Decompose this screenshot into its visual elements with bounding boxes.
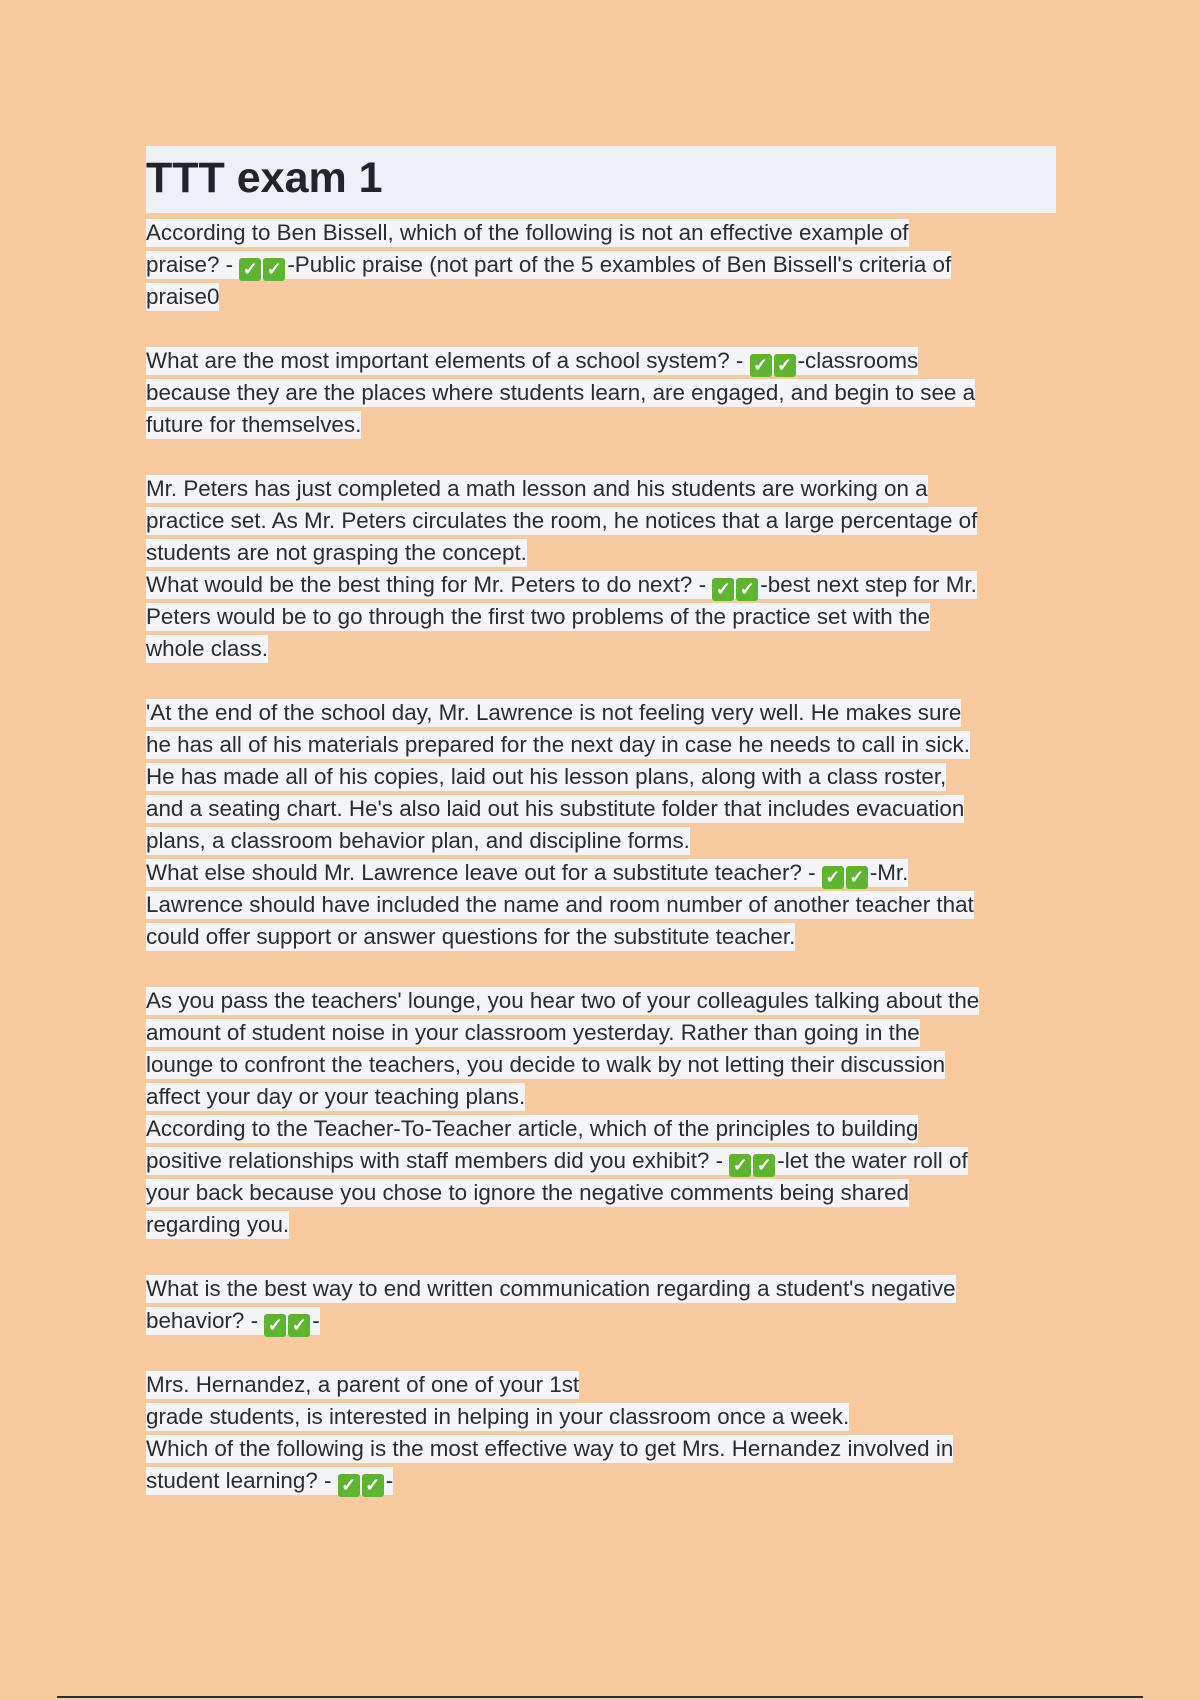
text-line bbox=[146, 1049, 1056, 1081]
line-text: regarding you. bbox=[146, 1212, 290, 1237]
highlighted-text bbox=[146, 763, 946, 791]
check-mark-icon: ✓ bbox=[774, 354, 796, 377]
highlighted-text bbox=[146, 987, 979, 1015]
highlighted-text bbox=[146, 827, 690, 855]
line-text: What else should Mr. Lawrence leave out for a substitute teacher? - bbox=[146, 860, 822, 885]
text-line bbox=[146, 921, 1056, 953]
line-text: lounge to confront the teachers, you decide to walk by not letting their discussion bbox=[146, 1052, 946, 1077]
line-text: Mr. Peters has just completed a math lesson and his students are working on a bbox=[146, 476, 928, 501]
line-text: student learning? - bbox=[146, 1468, 338, 1493]
line-text: Lawrence should have included the name and room number of another teacher that bbox=[146, 892, 974, 917]
highlighted-text bbox=[146, 1179, 909, 1207]
answer-text: - bbox=[312, 1308, 320, 1333]
text-line bbox=[146, 825, 1056, 857]
line-text: because they are the places where students learn, are engaged, and begin to see a bbox=[146, 380, 976, 405]
check-mark-icon: ✓ bbox=[263, 258, 285, 281]
qa-item bbox=[146, 217, 1056, 313]
text-line bbox=[146, 1017, 1056, 1049]
text-line bbox=[146, 1145, 1056, 1177]
highlighted-text bbox=[146, 347, 918, 375]
text-line bbox=[146, 1465, 1056, 1497]
text-line bbox=[146, 1401, 1056, 1433]
page-title: TTT exam 1 bbox=[146, 154, 383, 202]
check-mark-icon: ✓ bbox=[822, 866, 844, 889]
qa-list bbox=[146, 217, 1056, 1497]
text-line bbox=[146, 985, 1056, 1017]
line-text: What are the most important elements of a school system? - bbox=[146, 348, 750, 373]
text-line bbox=[146, 505, 1056, 537]
answer-text: -Mr. bbox=[869, 860, 909, 885]
line-text: According to the Teacher-To-Teacher article, which of the principles to building bbox=[146, 1116, 919, 1141]
line-text: students are not grasping the concept. bbox=[146, 540, 527, 565]
line-text: Mrs. Hernandez, a parent of one of your 1st bbox=[146, 1372, 580, 1397]
highlighted-text bbox=[146, 1371, 579, 1399]
line-text: praise0 bbox=[146, 284, 220, 309]
highlighted-text bbox=[146, 1403, 849, 1431]
highlighted-text bbox=[146, 923, 795, 951]
text-line bbox=[146, 601, 1056, 633]
answer-text: -Public praise (not part of the 5 exambles of Ben Bissell's criteria of bbox=[287, 252, 952, 277]
highlighted-text bbox=[146, 1147, 968, 1175]
answer-text: - bbox=[385, 1468, 394, 1493]
highlighted-text bbox=[146, 891, 974, 919]
highlighted-text bbox=[146, 1275, 956, 1303]
answer-text: -classrooms bbox=[797, 348, 919, 373]
qa-item bbox=[146, 697, 1056, 953]
highlighted-text bbox=[146, 1051, 945, 1079]
highlighted-text bbox=[146, 539, 527, 567]
text-line bbox=[146, 761, 1056, 793]
text-line bbox=[146, 1177, 1056, 1209]
check-mark-icon: ✓ bbox=[736, 578, 758, 601]
line-text: plans, a classroom behavior plan, and discipline forms. bbox=[146, 828, 690, 853]
text-line bbox=[146, 889, 1056, 921]
qa-item bbox=[146, 1369, 1056, 1497]
highlighted-text bbox=[146, 699, 961, 727]
line-text: your back because you chose to ignore the negative comments being shared bbox=[146, 1180, 909, 1205]
check-mark-icon: ✓ bbox=[338, 1474, 360, 1497]
line-text: affect your day or your teaching plans. bbox=[146, 1084, 526, 1109]
highlighted-text bbox=[146, 1083, 525, 1111]
line-text: According to Ben Bissell, which of the following is not an effective example of bbox=[146, 220, 909, 245]
text-line bbox=[146, 473, 1056, 505]
text-line bbox=[146, 281, 1056, 313]
qa-item bbox=[146, 1273, 1056, 1337]
text-line bbox=[146, 409, 1056, 441]
line-text: amount of student noise in your classroom yesterday. Rather than going in the bbox=[146, 1020, 920, 1045]
highlighted-text bbox=[146, 1467, 393, 1495]
footer-divider bbox=[57, 1696, 1143, 1698]
check-mark-icon: ✓ bbox=[239, 258, 261, 281]
line-text: 'At the end of the school day, Mr. Lawrence is not feeling very well. He makes sure bbox=[146, 700, 962, 725]
line-text: he has all of his materials prepared for the next day in case he needs to call in sick. bbox=[146, 732, 970, 757]
highlighted-text bbox=[146, 1307, 320, 1335]
highlighted-text bbox=[146, 1435, 953, 1463]
line-text: praise? - bbox=[146, 252, 240, 277]
highlighted-text bbox=[146, 219, 909, 247]
text-line bbox=[146, 345, 1056, 377]
text-line bbox=[146, 1113, 1056, 1145]
qa-item bbox=[146, 473, 1056, 665]
highlighted-text bbox=[146, 1115, 918, 1143]
answer-text: -best next step for Mr. bbox=[760, 572, 977, 597]
check-mark-icon: ✓ bbox=[264, 1314, 286, 1337]
text-line bbox=[146, 569, 1056, 601]
line-text: could offer support or answer questions for the substitute teacher. bbox=[146, 924, 796, 949]
text-line bbox=[146, 1209, 1056, 1241]
check-mark-icon: ✓ bbox=[288, 1314, 310, 1337]
line-text: and a seating chart. He's also laid out his substitute folder that includes evacuation bbox=[146, 796, 965, 821]
line-text: behavior? - bbox=[146, 1308, 265, 1333]
text-line bbox=[146, 697, 1056, 729]
qa-item bbox=[146, 345, 1056, 441]
line-text: grade students, is interested in helping in your classroom once a week. bbox=[146, 1404, 850, 1429]
check-mark-icon: ✓ bbox=[362, 1474, 384, 1497]
highlighted-text bbox=[146, 795, 964, 823]
line-text: practice set. As Mr. Peters circulates the room, he notices that a large percentage of bbox=[146, 508, 978, 533]
text-line bbox=[146, 729, 1056, 761]
text-line bbox=[146, 633, 1056, 665]
check-mark-icon: ✓ bbox=[753, 1154, 775, 1177]
check-mark-icon: ✓ bbox=[846, 866, 868, 889]
highlighted-text bbox=[146, 507, 977, 535]
answer-text: -let the water roll of bbox=[777, 1148, 968, 1173]
line-text: What would be the best thing for Mr. Peters to do next? - bbox=[146, 572, 713, 597]
highlighted-text bbox=[146, 603, 930, 631]
highlighted-text bbox=[146, 283, 219, 311]
text-line bbox=[146, 857, 1056, 889]
text-line bbox=[146, 217, 1056, 249]
text-line bbox=[146, 1273, 1056, 1305]
highlighted-text bbox=[146, 731, 970, 759]
text-line bbox=[146, 1369, 1056, 1401]
document-body bbox=[146, 146, 1056, 1497]
highlighted-text bbox=[146, 635, 268, 663]
highlighted-text bbox=[146, 859, 908, 887]
line-text: future for themselves. bbox=[146, 412, 362, 437]
highlighted-text bbox=[146, 411, 361, 439]
text-line bbox=[146, 249, 1056, 281]
line-text: Peters would be to go through the first two problems of the practice set with the bbox=[146, 604, 931, 629]
qa-item bbox=[146, 985, 1056, 1241]
highlighted-text bbox=[146, 251, 951, 279]
highlighted-text bbox=[146, 571, 977, 599]
line-text: whole class. bbox=[146, 636, 268, 661]
text-line bbox=[146, 1305, 1056, 1337]
highlighted-text bbox=[146, 1019, 920, 1047]
title-bar bbox=[146, 146, 1056, 213]
line-text: As you pass the teachers' lounge, you hear two of your colleagules talking about the bbox=[146, 988, 980, 1013]
highlighted-text bbox=[146, 475, 928, 503]
line-text: Which of the following is the most effective way to get Mrs. Hernandez involved in bbox=[146, 1436, 954, 1461]
highlighted-text bbox=[146, 1211, 289, 1239]
check-mark-icon: ✓ bbox=[750, 354, 772, 377]
check-mark-icon: ✓ bbox=[729, 1154, 751, 1177]
text-line bbox=[146, 793, 1056, 825]
text-line bbox=[146, 1433, 1056, 1465]
line-text: He has made all of his copies, laid out his lesson plans, along with a class roster, bbox=[146, 764, 947, 789]
check-mark-icon: ✓ bbox=[712, 578, 734, 601]
highlighted-text bbox=[146, 379, 975, 407]
line-text: What is the best way to end written communication regarding a student's negative bbox=[146, 1276, 956, 1301]
text-line bbox=[146, 377, 1056, 409]
text-line bbox=[146, 537, 1056, 569]
line-text: positive relationships with staff members did you exhibit? - bbox=[146, 1148, 730, 1173]
text-line bbox=[146, 1081, 1056, 1113]
